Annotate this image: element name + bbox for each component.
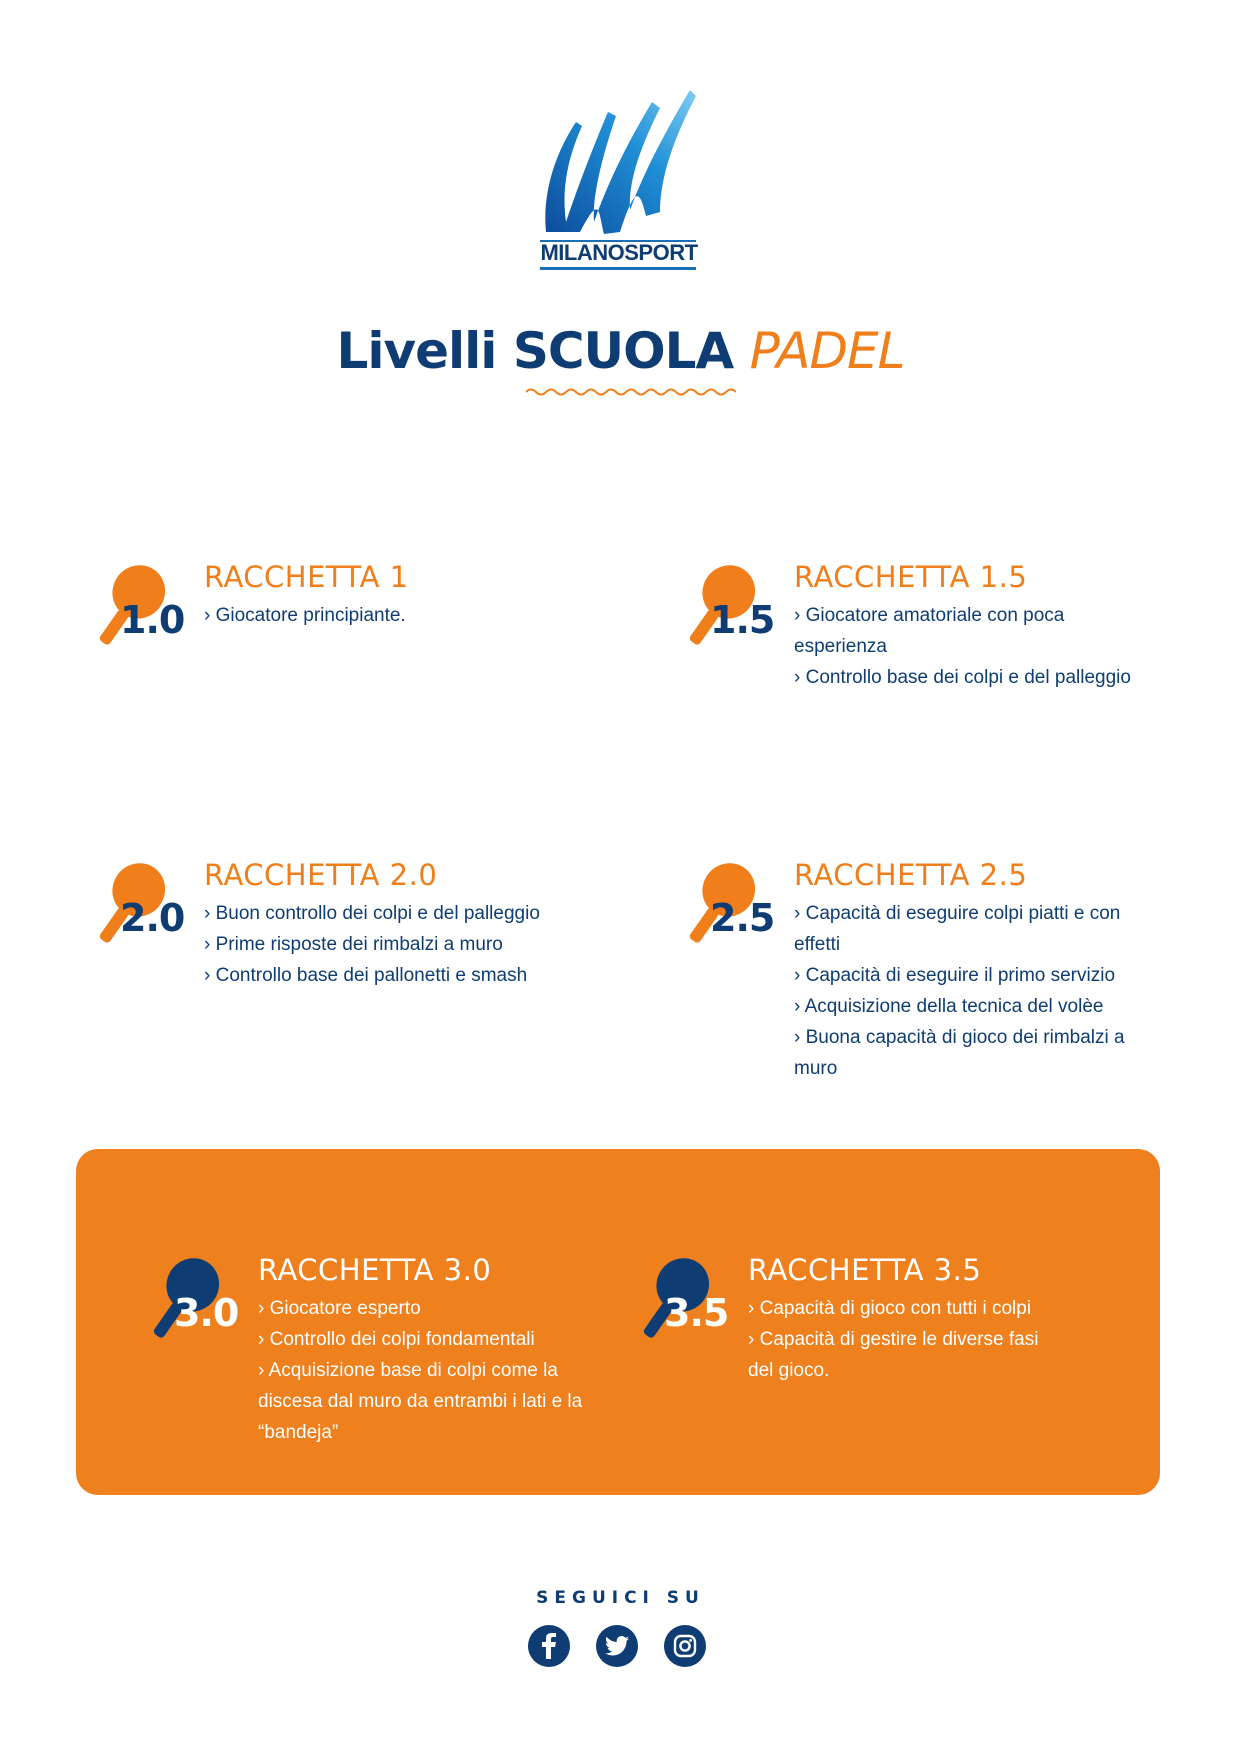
level-badge: 3.0 <box>174 1291 239 1335</box>
level-item: › Giocatore principiante. <box>204 600 564 631</box>
follow-us-label: SEGUICI SU <box>536 1588 705 1608</box>
level-item: › Acquisizione base di colpi come la discesa dal muro da entrambi i lati e la “bandeja” <box>258 1355 588 1448</box>
level-badge: 1.5 <box>710 598 775 642</box>
level-item: › Buon controllo dei colpi e del palleggio <box>204 898 564 929</box>
racket-icon <box>72 560 185 652</box>
level-title: RACCHETTA 2.0 <box>204 858 438 892</box>
level-badge: 1.0 <box>120 598 185 642</box>
brand-name: MILANOSPORT <box>540 240 698 265</box>
level-item: › Controllo dei colpi fondamentali <box>258 1324 588 1355</box>
logo-rule-bottom <box>540 267 696 270</box>
level-item: › Capacità di eseguire il primo servizio <box>794 960 1154 991</box>
racket-icon <box>662 560 775 652</box>
racket-icon <box>126 1253 239 1345</box>
level-title: RACCHETTA 3.0 <box>258 1253 492 1287</box>
instagram-icon[interactable] <box>664 1625 706 1667</box>
level-badge: 2.5 <box>710 896 775 940</box>
level-item: › Giocatore esperto <box>258 1293 588 1324</box>
twitter-icon[interactable] <box>596 1625 638 1667</box>
level-item: › Capacità di gestire le diverse fasi del gioco. <box>748 1324 1068 1386</box>
facebook-icon[interactable] <box>528 1625 570 1667</box>
level-item: › Acquisizione della tecnica del volèe <box>794 991 1154 1022</box>
level-title: RACCHETTA 1.5 <box>794 560 1028 594</box>
title-main: Livelli SCUOLA <box>336 322 734 380</box>
title-underline-wave <box>526 386 736 398</box>
level-title: RACCHETTA 2.5 <box>794 858 1028 892</box>
level-item: › Capacità di gioco con tutti i colpi <box>748 1293 1068 1324</box>
level-item: › Controllo base dei pallonetti e smash <box>204 960 564 991</box>
level-item: › Controllo base dei colpi e del palleggio <box>794 662 1154 693</box>
level-title: RACCHETTA 1 <box>204 560 409 594</box>
racket-icon <box>72 858 185 950</box>
title-accent: PADEL <box>749 322 905 380</box>
racket-icon <box>662 858 775 950</box>
level-badge: 3.5 <box>664 1291 729 1335</box>
level-item: › Giocatore amatoriale con poca esperienza <box>794 600 1154 662</box>
level-title: RACCHETTA 3.5 <box>748 1253 982 1287</box>
page-title <box>0 322 1241 380</box>
level-item: › Prime risposte dei rimbalzi a muro <box>204 929 564 960</box>
level-item: › Capacità di eseguire colpi piatti e con effetti <box>794 898 1154 960</box>
level-item: › Buona capacità di gioco dei rimbalzi a muro <box>794 1022 1154 1084</box>
level-badge: 2.0 <box>120 896 185 940</box>
racket-icon <box>616 1253 729 1345</box>
